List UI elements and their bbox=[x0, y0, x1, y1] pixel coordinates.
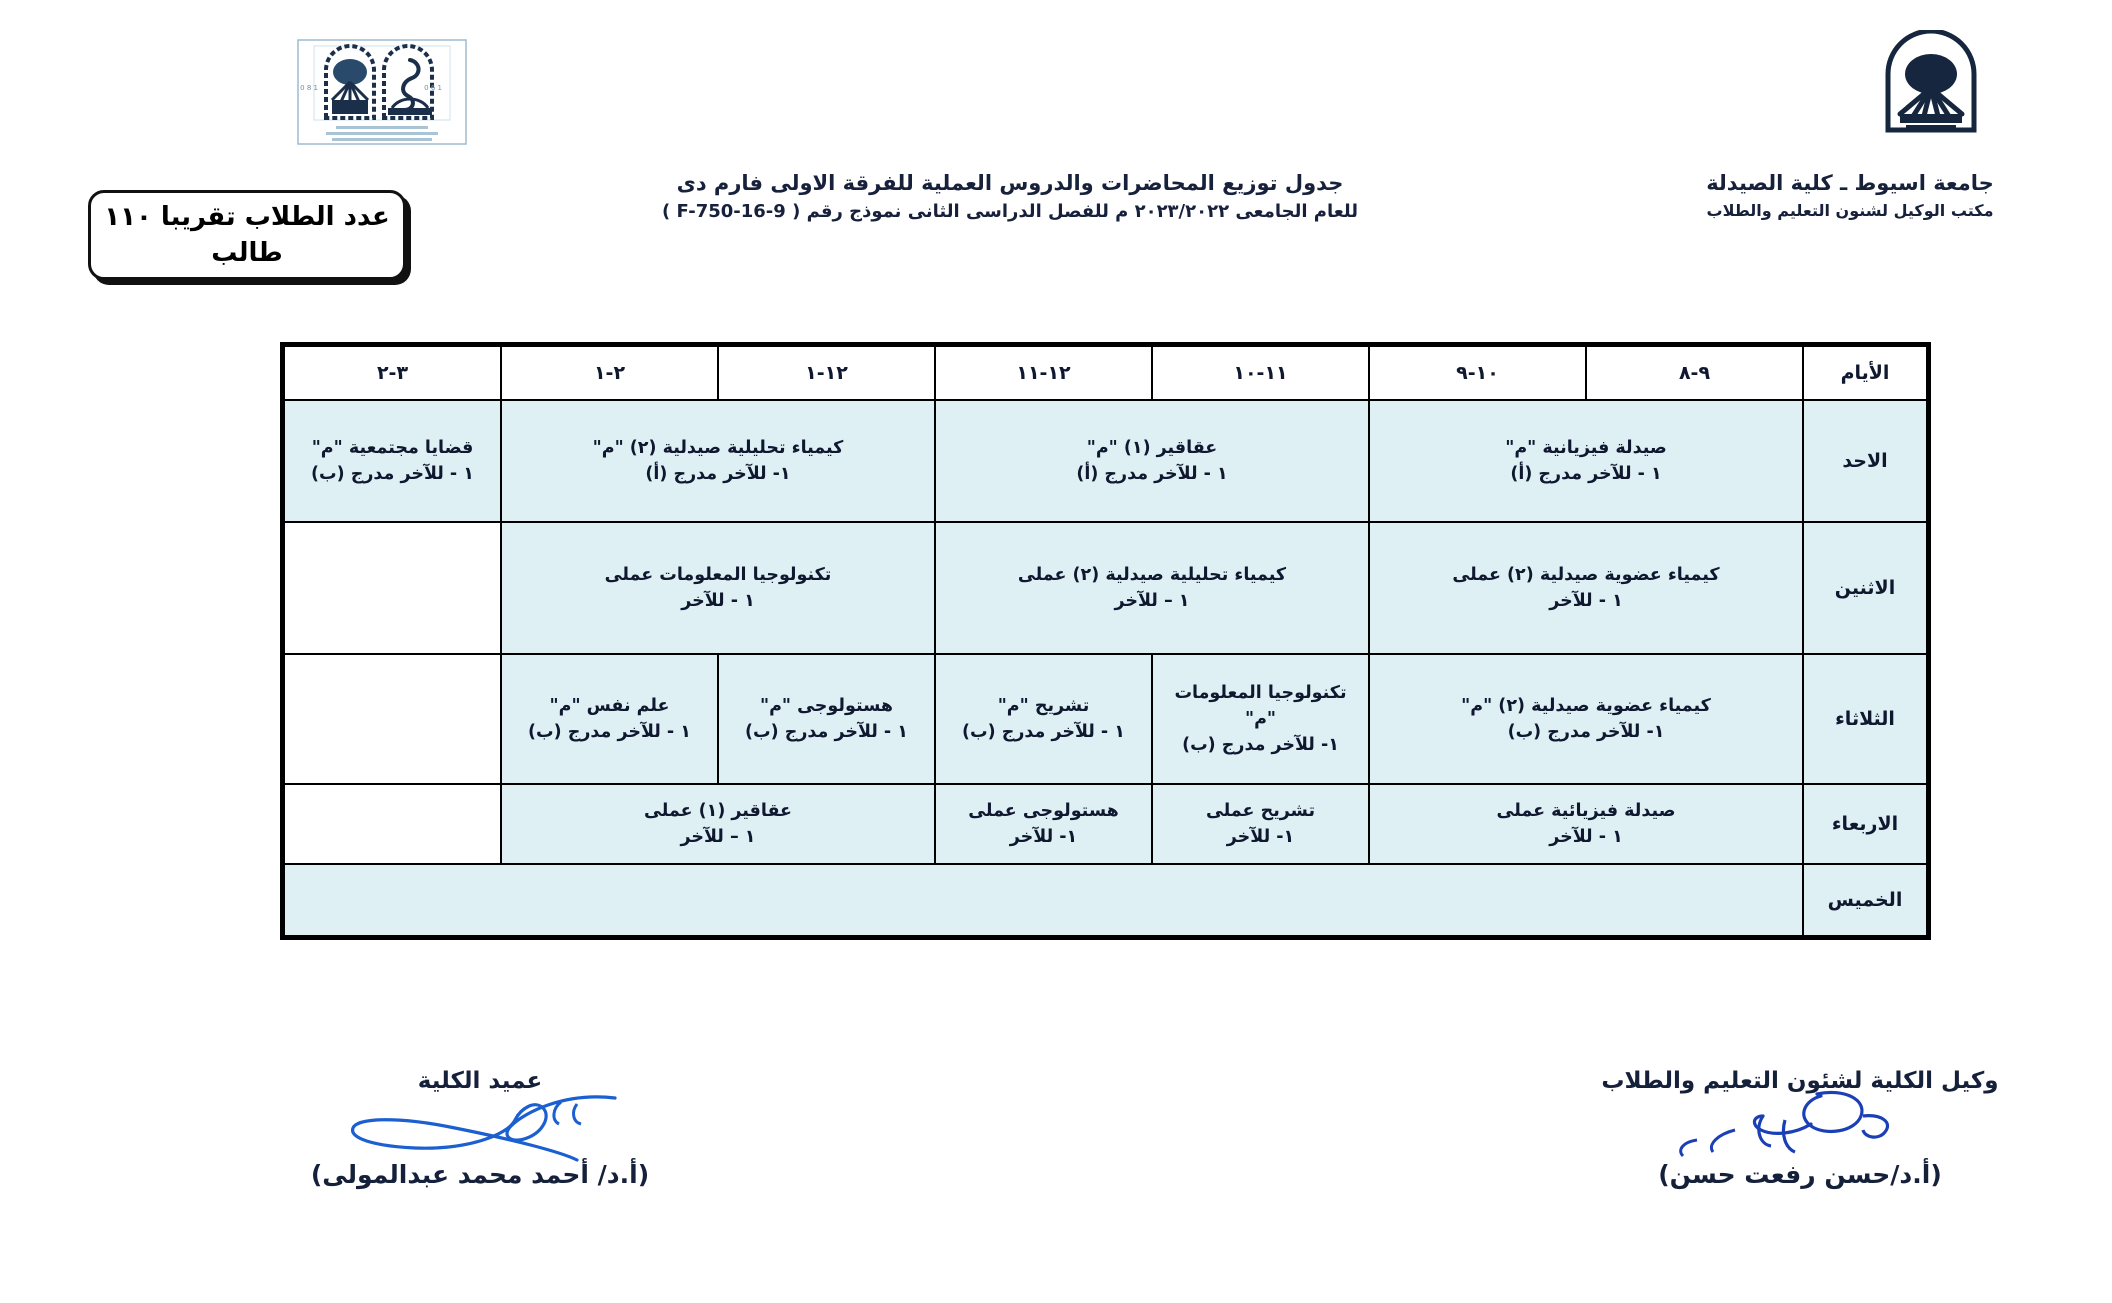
timetable-cell-line: تكنولوجيا المعلومات "م" bbox=[1174, 683, 1347, 729]
timetable-cell bbox=[501, 784, 935, 864]
timetable-cell bbox=[1152, 784, 1369, 864]
timetable-cell bbox=[935, 400, 1369, 522]
dean-title: عميد الكلية bbox=[417, 1068, 543, 1094]
timetable-cell-line: عقاقير (١) "م" bbox=[1086, 438, 1218, 458]
timetable-cell bbox=[1369, 654, 1803, 784]
timetable-row bbox=[284, 654, 1927, 784]
svg-text:1 6 0: 1 6 0 bbox=[424, 84, 442, 92]
timetable-cell-line: علم نفس "م" bbox=[549, 696, 670, 716]
timetable-cell-line: ١ - للآخر مدرج (ب) bbox=[528, 722, 691, 742]
header-slot-1: ١٠-٩ bbox=[1369, 346, 1586, 400]
timetable-cell bbox=[935, 654, 1152, 784]
vice-dean-signature-block bbox=[1480, 1068, 2112, 1189]
document-title-block bbox=[580, 168, 1440, 226]
timetable-row bbox=[284, 522, 1927, 654]
timetable-header-row bbox=[284, 346, 1927, 400]
timetable-container bbox=[283, 345, 1928, 937]
day-label: الخميس bbox=[1803, 864, 1927, 936]
day-label: الثلاثاء bbox=[1803, 654, 1927, 784]
timetable-cell-empty bbox=[284, 784, 501, 864]
document-title-line1: جدول توزيع المحاضرات والدروس العملية للفرقة الاولى فارم دى bbox=[676, 171, 1344, 195]
timetable-header bbox=[284, 346, 1927, 400]
office-name: مكتب الوكيل لشنون التعليم والطلاب bbox=[1706, 201, 1994, 220]
timetable-cell-line: ١- للآخر bbox=[1226, 827, 1295, 847]
timetable-cell-line: ١ – للآخر bbox=[680, 827, 756, 847]
day-label: الاربعاء bbox=[1803, 784, 1927, 864]
timetable-cell bbox=[1369, 784, 1803, 864]
timetable-cell bbox=[1152, 654, 1369, 784]
day-label: الاثنين bbox=[1803, 522, 1927, 654]
timetable-cell bbox=[1369, 400, 1803, 522]
dean-signature-block bbox=[160, 1068, 800, 1189]
header-slot-3: ١٢-١١ bbox=[935, 346, 1152, 400]
timetable-cell-line: ١ - للآخر bbox=[1549, 827, 1623, 847]
document-title-line2: للعام الجامعى ٢٠٢٣/٢٠٢٢ م للفصل الدراسى الثانى نموذج رقم ( F-750-16-9 ) bbox=[662, 201, 1358, 222]
timetable-cell-line: ١ - للآخر مدرج (أ) bbox=[1510, 464, 1662, 484]
timetable-cell-line: ١ - للآخر مدرج (أ) bbox=[1076, 464, 1228, 484]
timetable-cell-line: قضايا مجتمعية "م" bbox=[311, 438, 474, 458]
timetable-cell-line: ١ - للآخر مدرج (ب) bbox=[962, 722, 1125, 742]
timetable-cell-line: صيدلة فيزيائية عملى bbox=[1496, 801, 1676, 821]
timetable-cell-line: صيدلة فيزيانية "م" bbox=[1505, 438, 1667, 458]
header-slot-0: ٩-٨ bbox=[1586, 346, 1803, 400]
timetable-cell bbox=[935, 522, 1369, 654]
timetable-cell-line: تشريح عملى bbox=[1205, 801, 1316, 821]
vice-dean-title: وكيل الكلية لشئون التعليم والطلاب bbox=[1601, 1068, 1999, 1094]
timetable-cell-line: تشريح "م" bbox=[997, 696, 1090, 716]
assiut-pharmacy-stamp-logo bbox=[292, 30, 472, 158]
institution-header bbox=[1640, 168, 2060, 224]
vice-dean-name: (أ.د/حسن رفعت حسن) bbox=[1658, 1160, 1942, 1189]
timetable bbox=[283, 345, 1928, 937]
timetable-body bbox=[284, 400, 1927, 936]
svg-text:1 8 0: 1 8 0 bbox=[300, 84, 318, 92]
dean-signature-ink bbox=[160, 1094, 800, 1160]
timetable-cell bbox=[718, 654, 935, 784]
timetable-cell-line: عقاقير (١) عملى bbox=[643, 801, 793, 821]
dean-name: (أ.د/ أحمد محمد عبدالمولى) bbox=[310, 1160, 650, 1189]
institution-name: جامعة اسيوط ـ كلية الصيدلة bbox=[1706, 171, 1994, 195]
timetable-cell-line: ١- للآخر مدرج (ب) bbox=[1507, 722, 1665, 742]
timetable-cell-line: كيمياء تحليلية صيدلية (٢) عملى bbox=[1017, 565, 1287, 585]
timetable-cell bbox=[501, 400, 935, 522]
timetable-cell-line: ١ - للآخر مدرج (ب) bbox=[311, 464, 474, 484]
timetable-cell-line: ١ – للآخر bbox=[1114, 591, 1190, 611]
timetable-cell-empty bbox=[284, 864, 1803, 936]
student-count-box bbox=[88, 190, 406, 280]
timetable-cell bbox=[501, 654, 718, 784]
header-slot-2: ١١-١٠ bbox=[1152, 346, 1369, 400]
header-slot-5: ٢-١ bbox=[501, 346, 718, 400]
timetable-cell-line: هستولوجى "م" bbox=[759, 696, 894, 716]
timetable-row bbox=[284, 864, 1927, 936]
timetable-cell bbox=[501, 522, 935, 654]
timetable-cell-line: ١ - للآخر مدرج (ب) bbox=[745, 722, 908, 742]
timetable-cell bbox=[284, 400, 501, 522]
header-slot-4: ١٢-١ bbox=[718, 346, 935, 400]
timetable-row bbox=[284, 400, 1927, 522]
timetable-cell-line: ١- للآخر bbox=[1009, 827, 1078, 847]
timetable-cell-line: كيمياء عضوية صيدلية (٢) عملى bbox=[1452, 565, 1720, 585]
header-days: الأيام bbox=[1803, 346, 1927, 400]
timetable-cell-line: كيمياء تحليلية صيدلية (٢) "م" bbox=[592, 438, 844, 458]
timetable-cell-line: تكنولوجيا المعلومات عملى bbox=[604, 565, 832, 585]
timetable-cell-empty bbox=[284, 654, 501, 784]
assiut-university-logo bbox=[1872, 30, 1990, 140]
vice-dean-signature-ink bbox=[1480, 1094, 2112, 1160]
student-count-label: عدد الطلاب تقريبا ١١٠ طالب bbox=[104, 202, 390, 268]
timetable-cell-line: ١ - للآخر bbox=[681, 591, 755, 611]
header-slot-6: ٣-٢ bbox=[284, 346, 501, 400]
timetable-cell bbox=[935, 784, 1152, 864]
timetable-cell-line: ١- للآخر مدرج (ب) bbox=[1182, 735, 1339, 755]
timetable-cell bbox=[1369, 522, 1803, 654]
timetable-cell-line: هستولوجى عملى bbox=[968, 801, 1119, 821]
timetable-cell-line: كيمياء عضوية صيدلية (٢) "م" bbox=[1461, 696, 1711, 716]
timetable-cell-line: ١- للآخر مدرج (أ) bbox=[645, 464, 791, 484]
day-label: الاحد bbox=[1803, 400, 1927, 522]
timetable-cell-empty bbox=[284, 522, 501, 654]
timetable-row bbox=[284, 784, 1927, 864]
timetable-cell-line: ١ - للآخر bbox=[1549, 591, 1623, 611]
